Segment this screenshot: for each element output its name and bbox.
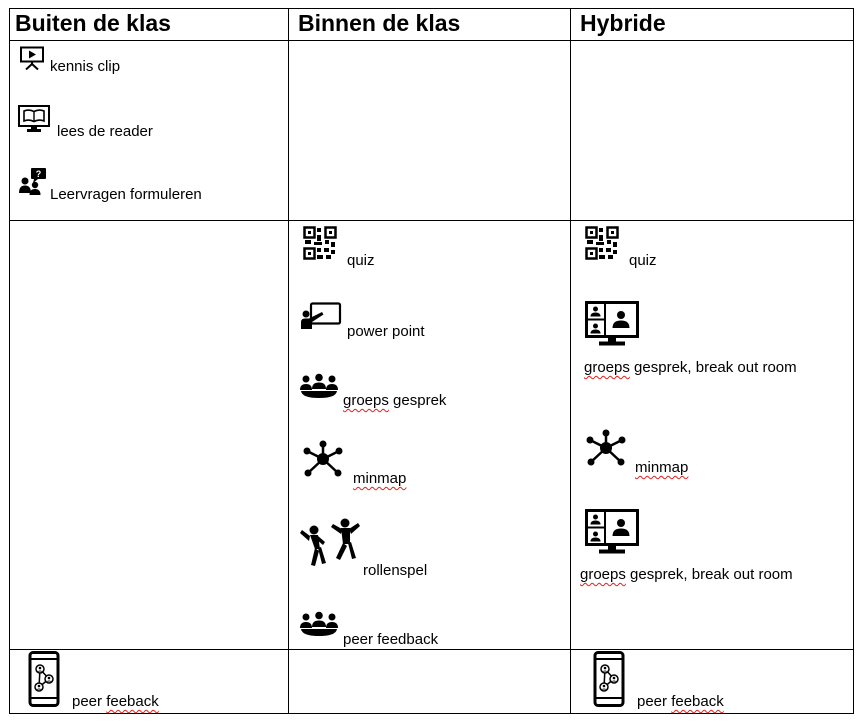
dancing-people-icon	[300, 518, 362, 568]
item-leervragen-formuleren: Leervragen formuleren	[50, 186, 202, 203]
qr-code-icon	[585, 226, 619, 260]
mind-map-icon	[302, 440, 344, 478]
item-groeps-gesprek	[343, 392, 446, 409]
item-minmap-hybrid	[635, 459, 688, 476]
item-quiz: quiz	[347, 252, 375, 269]
item-kennis-clip: kennis clip	[50, 58, 121, 75]
presentation-play-icon	[19, 46, 45, 70]
item-quiz-hybrid: quiz	[629, 252, 657, 269]
item-minmap	[353, 470, 406, 487]
monitor-reader-icon	[18, 105, 50, 133]
spellcheck-word: groeps	[584, 359, 630, 376]
group-icon	[300, 611, 338, 637]
label-rest: gesprek	[388, 392, 447, 409]
spellcheck-word: feeback	[671, 693, 724, 710]
spellcheck-word: groeps	[580, 566, 626, 583]
table-row-divider	[9, 220, 854, 221]
table-column-divider	[288, 8, 289, 714]
label-peer: peer	[72, 693, 107, 710]
spellcheck-word: groeps	[343, 392, 389, 409]
spellcheck-word: minmap	[353, 470, 407, 487]
item-groeps-gesprek-break-out	[580, 566, 793, 583]
table-border-right	[853, 8, 854, 714]
item-lees-de-reader: lees de reader	[57, 123, 153, 140]
smartphone-network-icon	[28, 651, 60, 707]
video-call-monitor-icon	[585, 509, 639, 555]
table-border-left	[9, 8, 10, 714]
table-row-divider	[9, 40, 854, 41]
users-question-icon	[18, 167, 48, 195]
mind-map-icon	[585, 429, 627, 467]
smartphone-network-icon	[593, 651, 625, 707]
label-rest: gesprek, break out room	[625, 566, 793, 583]
item-peer-feeback-hybrid	[637, 693, 724, 710]
qr-code-icon	[303, 226, 337, 260]
video-call-monitor-icon	[585, 301, 639, 347]
table-row-divider	[9, 649, 854, 650]
item-power-point: power point	[347, 323, 425, 340]
presenter-screen-icon	[300, 302, 342, 330]
label-peer: peer	[637, 693, 672, 710]
group-icon	[300, 373, 338, 399]
table-column-divider	[570, 8, 571, 714]
svg-text:?: ?	[35, 169, 42, 179]
header-hybrid: Hybride	[580, 10, 666, 36]
item-groeps-gesprek-break-out	[584, 359, 797, 376]
item-peer-feedback: peer feedback	[343, 631, 439, 648]
table-border-top	[9, 8, 854, 9]
spellcheck-word: feeback	[106, 693, 159, 710]
item-peer-feeback	[72, 693, 159, 710]
table-border-bottom	[9, 713, 854, 714]
spellcheck-word: minmap	[635, 459, 689, 476]
header-inside: Binnen de klas	[298, 10, 461, 36]
item-rollenspel: rollenspel	[363, 562, 428, 579]
label-rest: gesprek, break out room	[629, 359, 797, 376]
header-outside: Buiten de klas	[15, 10, 171, 36]
